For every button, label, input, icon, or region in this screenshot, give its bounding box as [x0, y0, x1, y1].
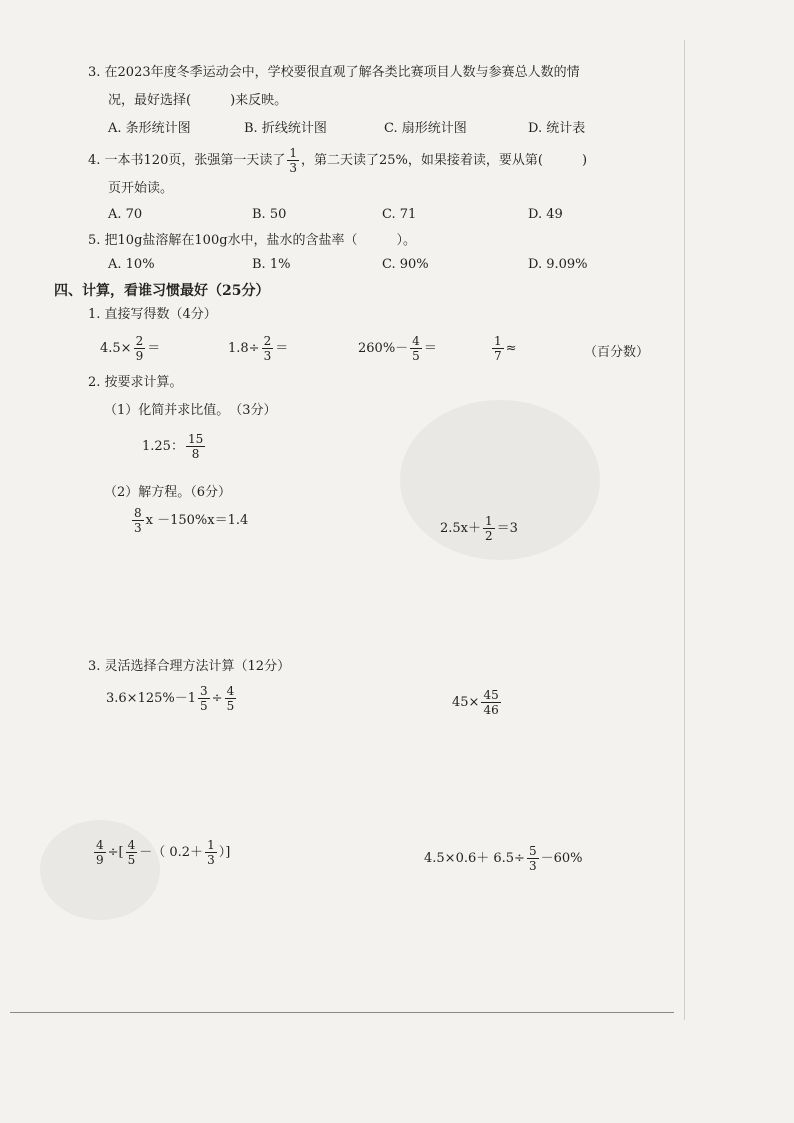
q4-option-c: C. 71 [382, 207, 417, 222]
calc3-frac2-num: 4 [127, 838, 136, 852]
calc2-left: 45× [452, 695, 480, 710]
equation-2 [440, 514, 518, 543]
ratio-expression [142, 432, 207, 461]
expr4-fraction [492, 334, 504, 363]
eq2-frac-num: 1 [485, 514, 493, 528]
ratio-frac-num: 15 [187, 432, 204, 446]
expr2-frac-den: 3 [263, 349, 272, 363]
q5-option-c: C. 90% [382, 257, 429, 272]
calc3-fraction-3 [205, 838, 217, 867]
ratio-left: 1.25： [142, 439, 184, 454]
q4-option-b: B. 50 [252, 207, 287, 222]
calc1-fraction [225, 684, 237, 713]
q5-stem: 5. 把10g盐溶解在100g水中，盐水的含盐率（ ）。 [88, 233, 417, 248]
calc4-fraction [527, 844, 539, 873]
eq1-frac-den: 3 [134, 521, 142, 535]
calc4-frac-den: 3 [528, 859, 537, 873]
q5-option-a: A. 10% [108, 257, 155, 272]
expr2-left: 1.8÷ [228, 341, 260, 356]
q4-stem [88, 146, 587, 175]
part1-expr-4 [490, 334, 517, 363]
expr2-equals: ＝ [275, 341, 289, 356]
part1-expr-4-note: （百分数） [584, 345, 650, 360]
eq1-frac-num: 8 [134, 506, 142, 520]
part1-expr-1 [100, 334, 160, 363]
calc3-frac3-den: 3 [207, 853, 215, 867]
expr3-equals: ＝ [423, 341, 437, 356]
calc3-frac1-den: 9 [96, 853, 104, 867]
part2-sub1: （1）化简并求比值。 （3分） [104, 403, 277, 418]
calc1-mixed-den: 5 [200, 699, 208, 713]
q3-stem-line2: 况，最好选择( )来反映。 [108, 93, 288, 108]
calc3-fraction-1 [94, 838, 106, 867]
part1-expr-3 [358, 334, 437, 363]
part2-title: 2. 按要求计算。 [88, 375, 183, 390]
q4-stem-part-a: 4. 一本书120页，张强第一天读了 [88, 153, 286, 168]
eq1-rest: x －150%x＝1.4 [145, 513, 249, 528]
q4-stem-line2: 页开始读。 [108, 181, 174, 196]
equation-1 [130, 506, 248, 535]
bleed-through-mark [40, 820, 160, 920]
section4-title: 四、计算，看谁习惯最好（25分） [54, 283, 270, 299]
expr4-frac-den: 7 [494, 349, 502, 363]
expr2-fraction [262, 334, 274, 363]
q3-option-b: B. 折线统计图 [244, 121, 327, 136]
eq2-rest: ＝3 [496, 521, 518, 536]
expr1-equals: ＝ [147, 341, 161, 356]
calc-4 [424, 844, 583, 873]
calc1-op: ÷ [211, 691, 223, 706]
calc3-part-c: ）] [218, 845, 231, 860]
calc2-frac-den: 46 [483, 703, 499, 717]
eq2-frac-den: 2 [485, 529, 493, 543]
expr1-frac-den: 9 [135, 349, 144, 363]
q3-option-d: D. 统计表 [528, 121, 586, 136]
part3-title: 3. 灵活选择合理方法计算（12分） [88, 659, 291, 674]
q5-option-d: D. 9.09% [528, 257, 588, 272]
q5-option-b: B. 1% [252, 257, 291, 272]
q3-option-c: C. 扇形统计图 [384, 121, 467, 136]
eq2-left: 2.5x＋ [440, 521, 482, 536]
calc4-left: 4.5×0.6＋ 6.5÷ [424, 851, 525, 866]
calc1-mixed-num: 3 [200, 684, 208, 698]
calc1-mixed-fraction [198, 684, 210, 713]
calc4-frac-num: 5 [528, 844, 537, 858]
eq1-fraction [132, 506, 144, 535]
q4-stem-part-b: ，第二天读了25%，如果接着读，要从第( ) [301, 153, 588, 168]
expr3-fraction [410, 334, 422, 363]
binding-line [684, 40, 685, 1020]
calc3-frac1-num: 4 [96, 838, 104, 852]
part2-sub2: （2）解方程。（6分） [104, 485, 232, 500]
part1-expr-2 [228, 334, 288, 363]
bottom-divider [10, 1012, 674, 1013]
q4-option-a: A. 70 [108, 207, 143, 222]
expr3-frac-den: 5 [412, 349, 420, 363]
calc3-frac2-den: 5 [127, 853, 136, 867]
expr1-fraction [134, 334, 146, 363]
expr1-frac-num: 2 [135, 334, 144, 348]
ratio-frac-den: 8 [191, 447, 200, 461]
q3-option-a: A. 条形统计图 [108, 121, 191, 136]
calc2-fraction [481, 688, 500, 717]
calc-1 [106, 684, 238, 713]
calc1-frac-den: 5 [226, 699, 235, 713]
expr2-frac-num: 2 [263, 334, 272, 348]
calc3-frac3-num: 1 [207, 838, 215, 852]
q3-stem: 3. 在2023年度冬季运动会中，学校要很直观了解各类比赛项目人数与参赛总人数的情 [88, 65, 580, 80]
calc3-part-b: －（ 0.2＋ [139, 845, 204, 860]
calc1-frac-num: 4 [226, 684, 235, 698]
calc-3 [92, 838, 230, 867]
expr1-left: 4.5× [100, 341, 132, 356]
q4-option-d: D. 49 [528, 207, 563, 222]
expr3-left: 260%－ [358, 341, 409, 356]
expr4-frac-num: 1 [494, 334, 502, 348]
q4-frac-den: 3 [289, 161, 297, 175]
calc-2 [452, 688, 503, 717]
eq2-fraction [483, 514, 495, 543]
q4-fraction [287, 146, 299, 175]
calc1-left: 3.6×125%－1 [106, 691, 197, 706]
part1-title: 1. 直接写得数（4分） [88, 307, 217, 322]
calc3-part-a: ÷[ [107, 845, 124, 860]
calc4-rest: －60% [540, 851, 583, 866]
expr4-approx: ≈ [505, 341, 517, 356]
q4-frac-num: 1 [289, 146, 297, 160]
expr3-frac-num: 4 [412, 334, 420, 348]
ratio-fraction [186, 432, 205, 461]
calc2-frac-num: 45 [483, 688, 499, 702]
calc3-fraction-2 [126, 838, 138, 867]
